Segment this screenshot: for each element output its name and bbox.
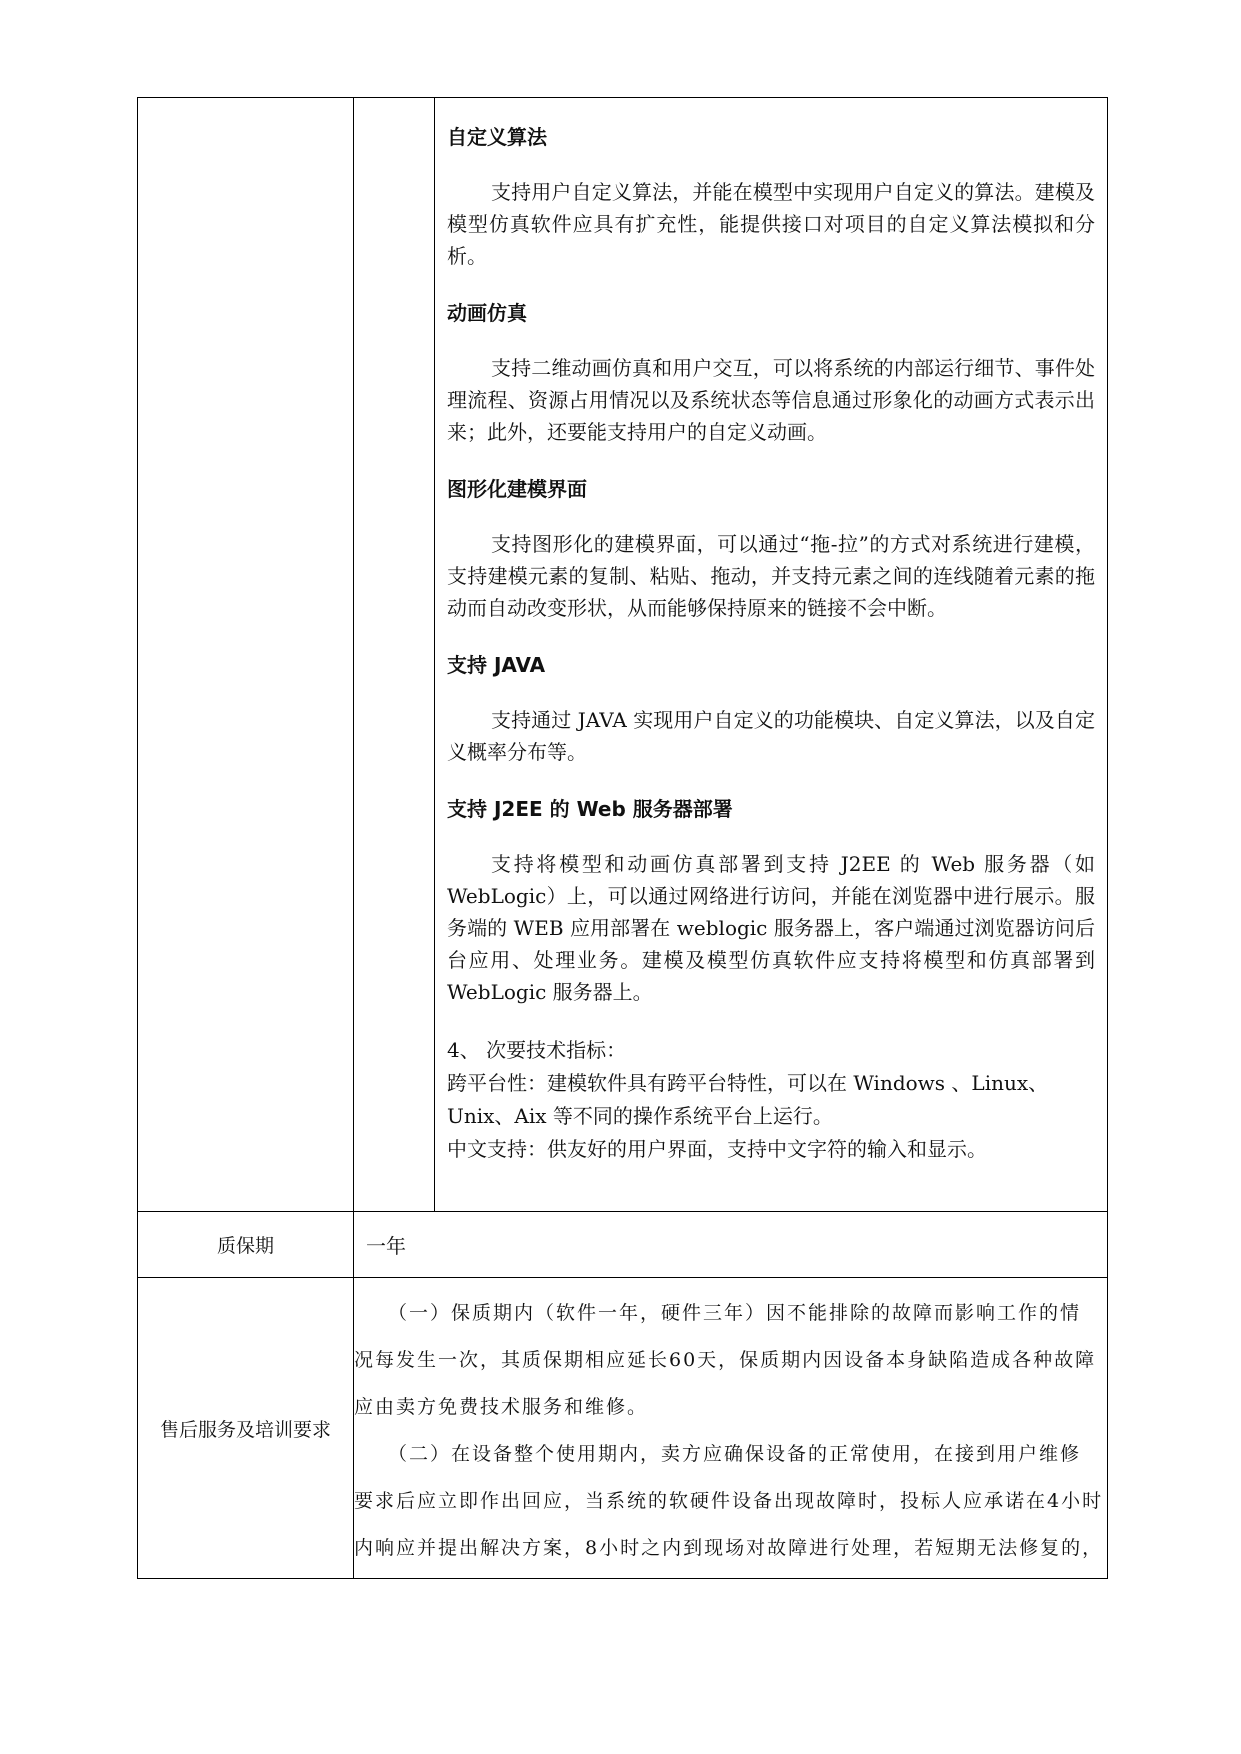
spec-content-cell [435,98,1108,1212]
section-text: 支持图形化的建模界面，可以通过“拖-拉”的方式对系统进行建模，支持建模元素的复制、粘贴、拖动，并支持元素之间的连线随着元素的拖动而自动改变形状，从而能够保持原来的链接不会中断。 [447,532,1095,620]
section-title: 动画仿真 [447,301,527,325]
secondary-specs [447,1034,1095,1166]
after-sales-line: 况每发生一次，其质保期相应延长60天，保质期内因设备本身缺陷造成各种故障 [354,1349,1097,1371]
after-sales-line: 内响应并提出解决方案，8小时之内到现场对故障进行处理，若短期无法修复的， [354,1537,1104,1559]
section-title: 图形化建模界面 [447,477,587,501]
after-sales-line: （二）在设备整个使用期内，卖方应确保设备的正常使用，在接到用户维修 [388,1443,1082,1465]
section-text: 支持用户自定义算法，并能在模型中实现用户自定义的算法。建模及模型仿真软件应具有扩充性，能提供接口对项目的自定义算法模拟和分析。 [447,180,1095,268]
after-sales-row [138,1278,1108,1579]
after-sales-line: 应由卖方免费技术服务和维修。 [354,1396,649,1418]
after-sales-label: 售后服务及培训要求 [138,1278,354,1579]
section-text: 支持将模型和动画仿真部署到支持 J2EE 的 Web 服务器（如 WebLogic）上，可以通过网络进行访问，并能在浏览器中进行展示。服务端的 WEB 应用部署在 weblogic 服务器上，客户端通过浏览器访问后台应用、处理业务。建模及模型仿真软件应支持将模型和仿真部署到 WebLogic 服务器上。 [447,852,1095,1004]
section-title: 支持 J2EE 的 Web 服务器部署 [447,797,733,821]
section-text: 支持二维动画仿真和用户交互，可以将系统的内部运行细节、事件处理流程、资源占用情况以及系统状态等信息通过形象化的动画方式表示出来；此外，还要能支持用户的自定义动画。 [447,356,1095,444]
after-sales-content [354,1278,1108,1579]
spec-empty-cell-1 [138,98,354,1212]
spec-row-features [138,98,1108,1212]
after-sales-line: （一）保质期内（软件一年，硬件三年）因不能排除的故障而影响工作的情 [388,1302,1082,1324]
warranty-value: 一年 [354,1212,1108,1278]
spec-empty-cell-2 [354,98,435,1212]
warranty-row [138,1212,1108,1278]
spec-table [137,97,1108,1579]
secondary-line: 中文支持：供友好的用户界面，支持中文字符的输入和显示。 [447,1137,987,1161]
section-title: 支持 JAVA [447,653,546,677]
section-text: 支持通过 JAVA 实现用户自定义的功能模块、自定义算法，以及自定义概率分布等。 [447,708,1095,764]
secondary-line: Unix、Aix 等不同的操作系统平台上运行。 [447,1104,833,1128]
section-title: 自定义算法 [447,125,547,149]
after-sales-line: 要求后应立即作出回应，当系统的软硬件设备出现故障时，投标人应承诺在4小时 [354,1490,1104,1512]
secondary-line: 跨平台性：建模软件具有跨平台特性，可以在 Windows 、Linux、 [447,1071,1049,1095]
warranty-label: 质保期 [138,1212,354,1278]
secondary-heading: 4、 次要技术指标： [447,1038,627,1062]
